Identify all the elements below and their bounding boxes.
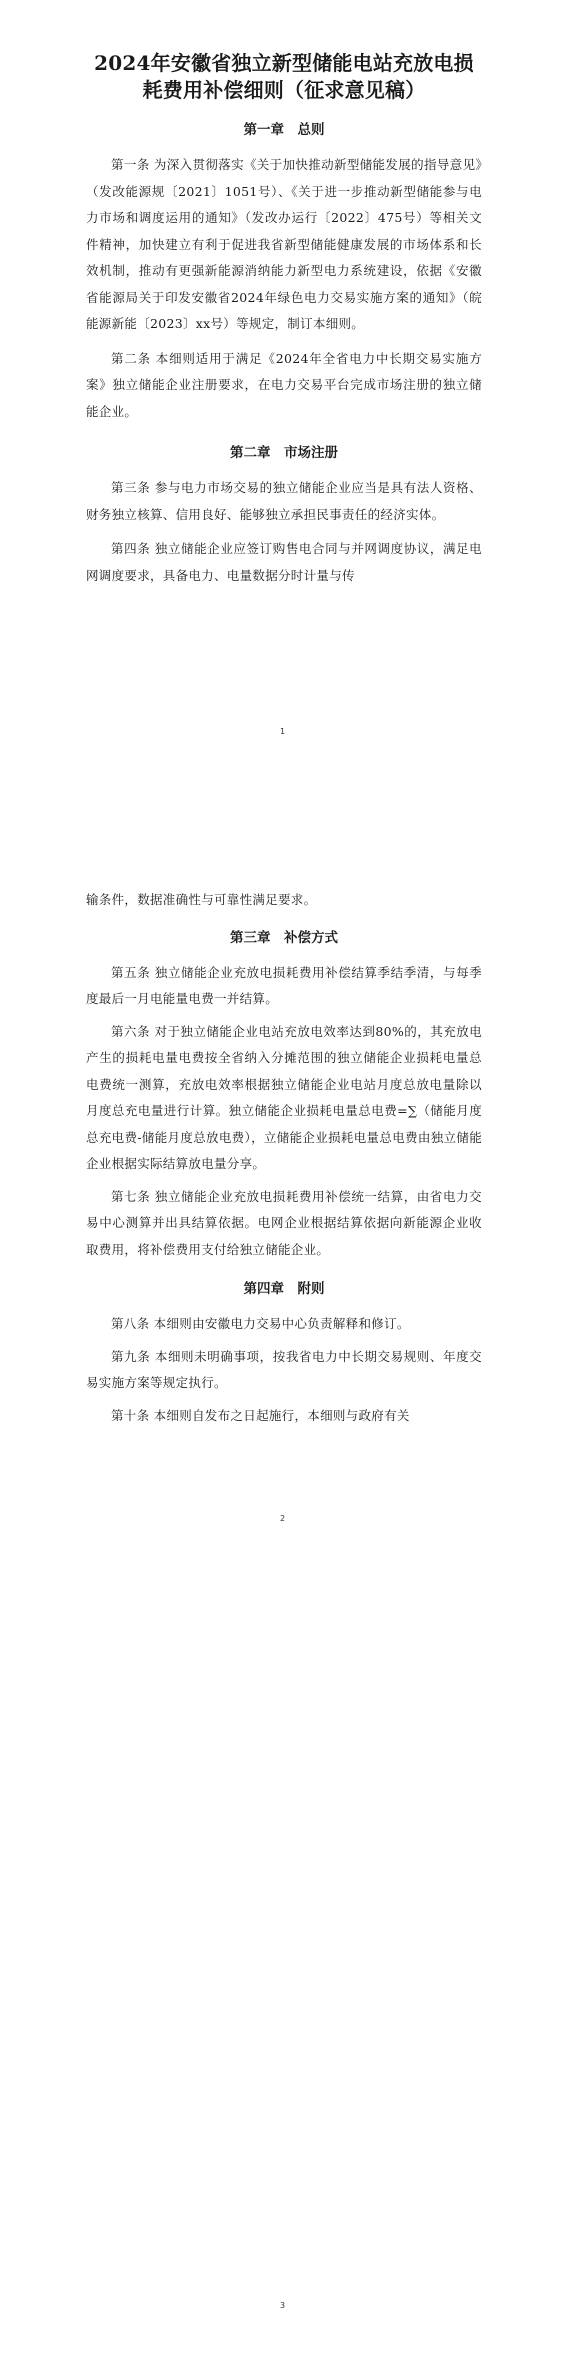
chapter-3-heading: 第三章 补偿方式 — [230, 929, 338, 946]
chapter-1-heading: 第一章 总则 — [243, 122, 325, 138]
article-9: 第九条 本细则未明确事项，按我省电力中长期交易规则、年度交易实施方案等规定执行。 — [86, 1348, 482, 1390]
article-4-part-1: 第四条 独立储能企业应签订购售电合同与并网调度协议，满足电网调度要求，具备电力、电量数据分时计量与传 — [86, 541, 482, 583]
article-10: 第十条 本细则自发布之日起施行，本细则与政府有关 — [111, 1407, 410, 1423]
page-number-1: 1 — [279, 727, 286, 736]
page-number-3: 3 — [279, 2301, 286, 2310]
document-title-line-1: 2024年安徽省独立新型储能电站充放电损 — [94, 51, 474, 75]
article-6: 第六条 对于独立储能企业电站充放电效率达到80%的，其充放电产生的损耗电量电费按全省纳入分摊范围的独立储能企业损耗电量总电费统一测算，充放电效率根据独立储能企业电站月度总放电量除以月度总充电量进行计算。独立储能企业损耗电量总电费=∑（储能月度总充电费-储能月度总放电费），立储能企业损耗电量总电费由独立储能企业根据实际结算放电量分享。 — [86, 1023, 482, 1171]
document-title-line-2: 耗费用补偿细则（征求意见稿） — [142, 78, 426, 102]
document-page-3 — [0, 1570, 565, 2355]
document-page-2 — [0, 785, 565, 1570]
article-5: 第五条 独立储能企业充放电损耗费用补偿结算季结季清，与每季度最后一月电能量电费一并结算。 — [86, 964, 482, 1006]
page-1-body — [86, 50, 482, 589]
article-1: 第一条 为深入贯彻落实《关于加快推动新型储能发展的指导意见》（发改能源规〔2021〕1051号）、《关于进一步推动新型储能参与电力市场和调度运用的通知》（发改办运行〔2022〕475号）等相关文件精神，加快建立有利于促进我省新型储能健康发展的市场体系和长效机制，推动有更强新能源消纳能力新型电力系统建设，依据《安徽省能源局关于印发安徽省2024年绿色电力交易实施方案的通知》（皖能源新能〔2023〕xx号）等规定，制订本细则。 — [86, 157, 482, 331]
article-4-part-2: 输条件，数据准确性与可靠性满足要求。 — [86, 892, 317, 907]
article-2: 第二条 本细则适用于满足《2024年全省电力中长期交易实施方案》独立储能企业注册要求，在电力交易平台完成市场注册的独立储能企业。 — [86, 350, 482, 419]
article-7: 第七条 独立储能企业充放电损耗费用补偿统一结算，由省电力交易中心测算并出具结算依据。电网企业根据结算依据向新能源企业收取费用，将补偿费用支付给独立储能企业。 — [86, 1188, 482, 1257]
article-8: 第八条 本细则由安徽电力交易中心负责解释和修订。 — [111, 1316, 410, 1331]
chapter-2-heading: 第二章 市场注册 — [230, 445, 338, 461]
article-3: 第三条 参与电力市场交易的独立储能企业应当是具有法人资格、财务独立核算、信用良好、能够独立承担民事责任的经济实体。 — [86, 480, 482, 522]
chapter-4-heading: 第四章 附则 — [243, 1281, 325, 1297]
page-2-body — [86, 887, 482, 1429]
document-page-1 — [0, 0, 565, 785]
page-number-2: 2 — [279, 1514, 286, 1523]
